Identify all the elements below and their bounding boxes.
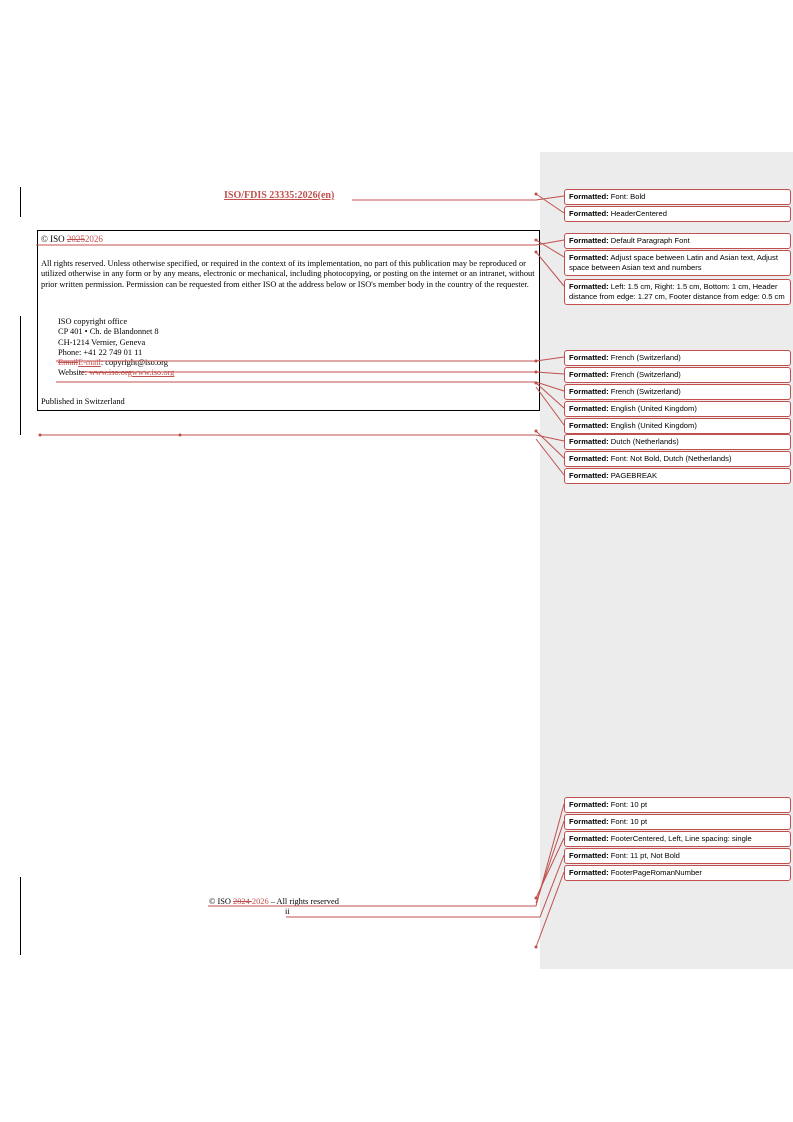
comment-text: Font: 11 pt, Not Bold — [608, 851, 680, 860]
comment-label: Formatted: — [569, 421, 609, 430]
comment-label: Formatted: — [569, 437, 609, 446]
comment-label: Formatted: — [569, 282, 609, 291]
city-line: CH-1214 Vernier, Geneva — [58, 337, 146, 347]
connector-line — [56, 357, 564, 361]
comment-text: French (Switzerland) — [608, 370, 681, 379]
comment-label: Formatted: — [569, 817, 609, 826]
connector-line — [352, 196, 564, 200]
connector-line — [80, 372, 564, 374]
connector-line — [536, 252, 564, 286]
connector-line — [536, 838, 564, 898]
comment-text: Font: 10 pt — [608, 800, 648, 809]
comment-text: French (Switzerland) — [608, 387, 681, 396]
email-value[interactable]: : copyright@iso.org — [100, 358, 168, 368]
website-deleted[interactable]: www.iso.org — [89, 368, 132, 378]
email-deleted: Email — [58, 358, 79, 368]
comment-label: Formatted: — [569, 192, 609, 201]
inserted-year: 2026 — [84, 234, 103, 244]
footer-copy-suffix: – All rights reserved — [270, 897, 339, 906]
street-line: CP 401 • Ch. de Blandonnet 8 — [58, 327, 159, 337]
comment-label: Formatted: — [569, 209, 609, 218]
footer-deleted-year: 2024 — [233, 897, 252, 906]
comment-text: English (United Kingdom) — [608, 404, 697, 413]
comment-label: Formatted: — [569, 387, 609, 396]
rights-paragraph: All rights reserved. Unless otherwise specified, or required in the context of its implementation, no part of this publication may be reproduced or utilized otherwise in any form or by any means, electronic or mechanical, including photocopying, or posting on the internet or an intranet, without prior written permission. Permission can be requested from either ISO at the address below or ISO's member body in the country of the requester. — [41, 259, 535, 289]
comment-label: Formatted: — [569, 868, 609, 877]
deleted-year: 2025 — [66, 234, 85, 244]
published-line: Published in Switzerland — [41, 397, 125, 406]
comment-text: Font: 10 pt — [608, 817, 648, 826]
comment-text: PAGEBREAK — [608, 471, 658, 480]
comment-text: Adjust space between Latin and Asian text, Adjust space between Asian text and numbers — [569, 253, 778, 272]
connector-line — [40, 435, 564, 441]
footer-copy-prefix: © ISO — [209, 897, 234, 906]
connector-line — [36, 240, 564, 245]
connector-line — [286, 855, 564, 917]
website-label: Website: — [58, 368, 90, 378]
comment-label: Formatted: — [569, 834, 609, 843]
comment-label: Formatted: — [569, 454, 609, 463]
comment-label: Formatted: — [569, 253, 609, 262]
copyright-symbol: © ISO — [41, 234, 67, 244]
website-inserted[interactable]: www.iso.org — [131, 368, 175, 378]
connector-line — [536, 387, 564, 425]
comment-label: Formatted: — [569, 353, 609, 362]
comment-text: FooterCentered, Left, Line spacing: single — [608, 834, 752, 843]
comment-label: Formatted: — [569, 236, 609, 245]
footer-inserted-year: 2026 — [251, 897, 271, 906]
comment-text: Left: 1.5 cm, Right: 1.5 cm, Bottom: 1 cm, Header distance from edge: 1.27 cm, Footer distance from edge: 0.5 cm — [569, 282, 785, 301]
email-inserted: E-mail — [78, 358, 101, 368]
comment-text: Font: Not Bold, Dutch (Netherlands) — [608, 454, 732, 463]
comment-label: Formatted: — [569, 404, 609, 413]
phone-line: Phone: +41 22 749 01 11 — [58, 347, 143, 357]
office-line: ISO copyright office — [58, 317, 128, 326]
connector-line — [56, 382, 564, 391]
comment-text: French (Switzerland) — [608, 353, 681, 362]
comment-text: Font: Bold — [608, 192, 646, 201]
comment-text: FooterPageRomanNumber — [608, 868, 702, 877]
comment-label: Formatted: — [569, 851, 609, 860]
connector-line — [208, 804, 564, 906]
comment-label: Formatted: — [569, 471, 609, 480]
comment-text: English (United Kingdom) — [608, 421, 697, 430]
connector-line — [536, 872, 564, 947]
comment-text: Dutch (Netherlands) — [608, 437, 679, 446]
comment-label: Formatted: — [569, 800, 609, 809]
comment-text: Default Paragraph Font — [608, 236, 690, 245]
comment-label: Formatted: — [569, 370, 609, 379]
document-header: ISO/FDIS 23335:2026(en) — [224, 190, 335, 201]
comment-text: HeaderCentered — [608, 209, 667, 218]
page-number: ii — [285, 907, 290, 916]
